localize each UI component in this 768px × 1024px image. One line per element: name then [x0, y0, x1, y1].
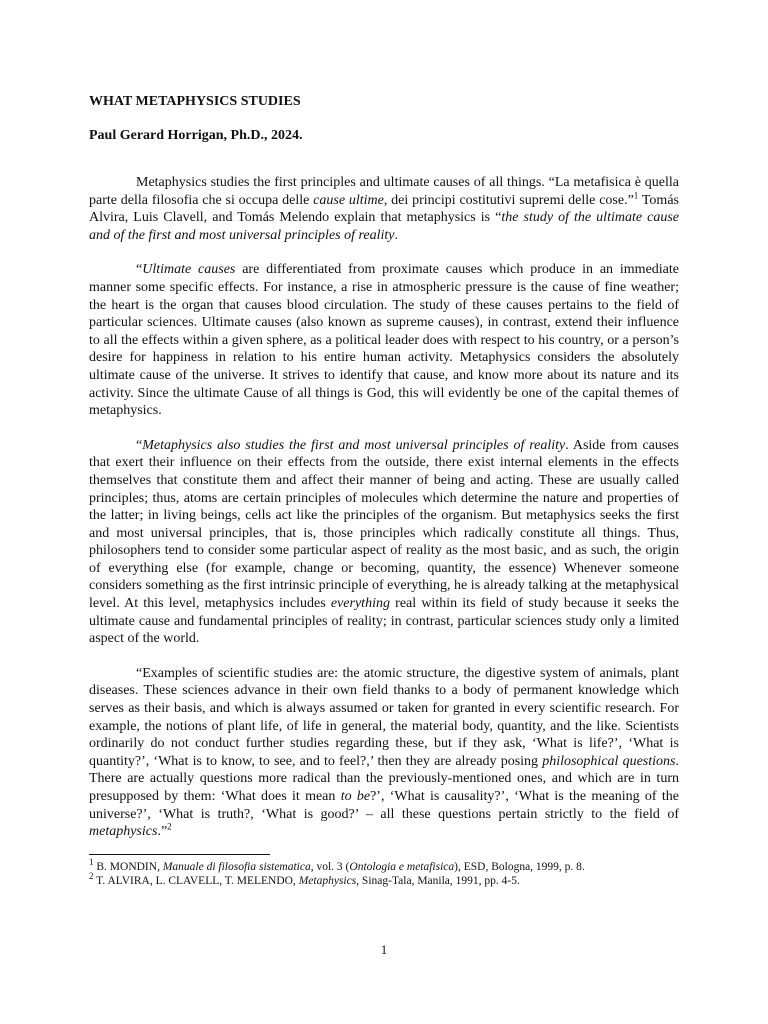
- footnote-ref-1[interactable]: 1: [633, 189, 639, 200]
- footnote-2: $^2$ T. ALVIRA, L. CLAVELL, T. MELENDO, Metaphysics, Sinag-Tala, Manila, 1991, pp. 4-5.: [89, 870, 520, 887]
- paragraph-4: “Examples of scientific studies are: the atomic structure, the digestive system of animals, plant diseases. These sciences advance in their own field thanks to a body of permanent knowledge which serves as their basis, and which is always assumed or taken for granted in every scientific research. For example, the notions of plant life, of life in general, the material body, quantity, and the like. Scientists ordinarily do not conduct further studies regarding these, but if they ask, ‘What is life?’, ‘What is quantity?’, ‘What is to know, to see, and to feel?,’ then they are already posing philosophical questions. There are actually questions more radical than the previously-mentioned ones, and which are in turn presupposed by them: ‘What does it mean to be?’, ‘What is causality?’, ‘What is the meaning of the universe?’, ‘What is truth?, ‘What is good?’ – all these questions pertain strictly to the field of metaphysics.”$^2$: [89, 665, 679, 840]
- footnote-divider: [89, 854, 270, 855]
- paragraph-1: Metaphysics studies the first principles and ultimate causes of all things. “La metafisica è quella parte della filosofia che si occupa delle cause ultime, dei principi costitutivi supremi delle cose.”$^1$ Tomás Alvira, Luis Clavell, and Tomás Melendo explain that metaphysics is “the study of the ultimate cause and of the first and most universal principles of reality.: [89, 175, 679, 243]
- document-title: WHAT METAPHYSICS STUDIES: [89, 94, 301, 109]
- paragraph-3: “Metaphysics also studies the first and most universal principles of reality. Aside from causes that exert their influence on their effects from the outside, there exist internal elements in the effects themselves that constitute them and affect their manner of being and acting. These are usually called principles; thus, atoms are certain principles of molecules which determine the nature and properties of the latter; in living beings, cells act like the principles of the organism. But metaphysics seeks the first and most universal principles, that is, those principles which radically constitute all things. Thus, philosophers tend to consider some particular aspect of reality as the most basic, and as such, the origin of everything else (for example, change or becoming, quantity, the essence) Whenever someone considers something as the first intrinsic principle of everything, he is already talking at the metaphysical level. At this level, metaphysics includes everything real within its field of study because it seeks the ultimate cause and fundamental principles of reality; in contrast, particular sciences study only a limited aspect of the world.: [89, 437, 680, 647]
- page-content: [89, 93, 679, 888]
- author-line: Paul Gerard Horrigan, Ph.D., 2024.: [89, 128, 303, 143]
- paragraph-2: “Ultimate causes are differentiated from proximate causes which produce in an immediate manner some specific effects. For instance, a rise in atmospheric pressure is the cause of fine weather; the heart is the organ that causes blood circulation. The study of these causes pertains to the field of particular sciences. Ultimate causes (also known as supreme causes), in contrast, extend their influence to all the effects within a given sphere, as a political leader does with respect to his country, or a person’s desire for happiness in relation to his entire human activity. Metaphysics considers the absolutely ultimate cause of the universe. It strives to identify that cause, and know more about its nature and its activity. Since the ultimate Cause of all things is God, this will evidently be one of the capital themes of metaphysics.: [89, 262, 679, 419]
- page-number: 1: [380, 942, 388, 957]
- footnote-ref-2[interactable]: 2: [167, 821, 172, 832]
- footnote-1: $^1$ B. MONDIN, Manuale di filosofia sistematica, vol. 3 (Ontologia e metafisica), ESD, Bologna, 1999, p. 8.: [89, 856, 585, 873]
